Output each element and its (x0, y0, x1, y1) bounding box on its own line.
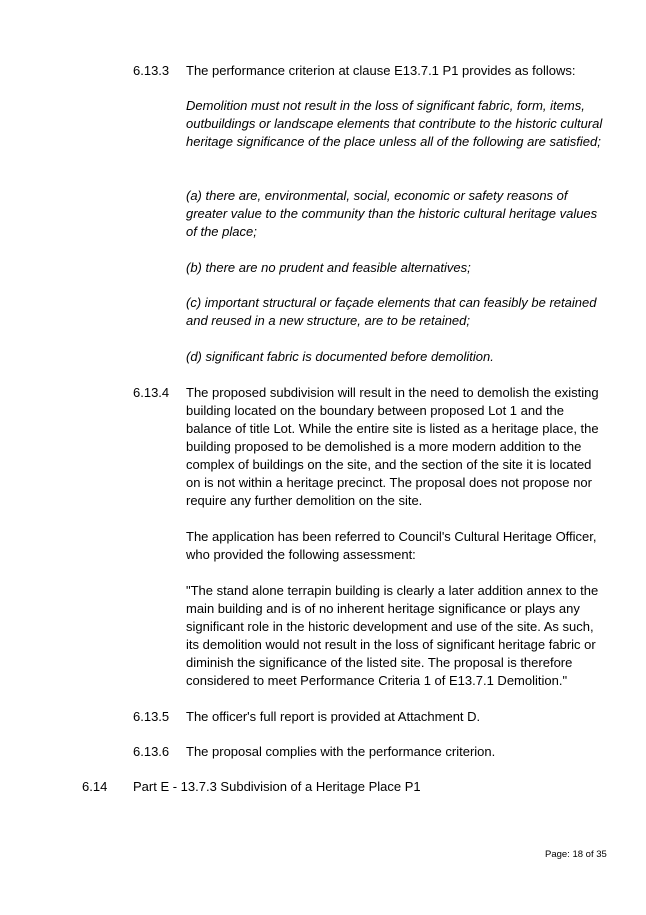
section-6-13-5-text: The officer's full report is provided at Attachment D. (186, 709, 481, 724)
quote-item-a-text: (a) there are, environmental, social, economic or safety reasons of greater value to the community than the historic cultural heritage values of the place; (186, 188, 598, 239)
section-6-13-4-para1 (186, 384, 606, 510)
quote-item-b-text: (b) there are no prudent and feasible alternatives; (186, 260, 471, 275)
quote-item-b (186, 259, 606, 277)
section-number-6-13-6: 6.13.6 (133, 744, 170, 759)
section-6-13-5 (186, 708, 606, 726)
section-number-6-14: 6.14 (82, 779, 108, 794)
section-6-14-heading: Part E - 13.7.3 Subdivision of a Heritage Place P1 (133, 779, 421, 794)
page-number: Page: 18 of 35 (545, 849, 607, 860)
heritage-officer-quote (186, 582, 606, 690)
section-6-13-4-para2 (186, 528, 606, 564)
section-6-13-4-para2-text: The application has been referred to Council's Cultural Heritage Officer, who provided the following assessment: (186, 529, 597, 562)
section-6-13-3-intro (186, 62, 606, 80)
quote-item-d (186, 348, 606, 366)
quote-item-a (186, 187, 606, 241)
section-6-13-6-text: The proposal complies with the performance criterion. (186, 744, 496, 759)
heritage-officer-quote-text: "The stand alone terrapin building is clearly a later addition annex to the main building and is of no inherent heritage significance or plays any significant role in the historic development and use of the site. As such, its demolition would not result in the loss of significant heritage fabric or diminish the significance of the listed site. The proposal is therefore considered to meet Performance Criteria 1 of E13.7.1 Demolition." (186, 583, 599, 688)
section-6-13-4-para1-text: The proposed subdivision will result in the need to demolish the existing building located on the boundary between proposed Lot 1 and the balance of title Lot. While the entire site is listed as a heritage place, the building proposed to be demolished is a more modern addition to the complex of buildings on the site, and the section of the site it is located on is not within a heritage precinct. The proposal does not propose nor require any further demolition on the site. (186, 385, 599, 508)
section-number-6-13-4: 6.13.4 (133, 385, 170, 400)
quote-item-c-text: (c) important structural or façade elements that can feasibly be retained and reused in a new structure, are to be retained; (186, 295, 597, 328)
section-6-13-6 (186, 743, 606, 761)
section-number-6-13-3: 6.13.3 (133, 63, 170, 78)
quote-item-c (186, 294, 606, 330)
quote-item-d-text: (d) significant fabric is documented before demolition. (186, 349, 494, 364)
quote-main (186, 97, 606, 151)
quote-main-text: Demolition must not result in the loss of significant fabric, form, items, outbuildings or landscape elements that contribute to the historic cultural heritage significance of the place unless all of the following are satisfied; (186, 98, 603, 149)
section-number-6-13-5: 6.13.5 (133, 709, 170, 724)
section-6-13-3-intro-text: The performance criterion at clause E13.7.1 P1 provides as follows: (186, 63, 576, 78)
